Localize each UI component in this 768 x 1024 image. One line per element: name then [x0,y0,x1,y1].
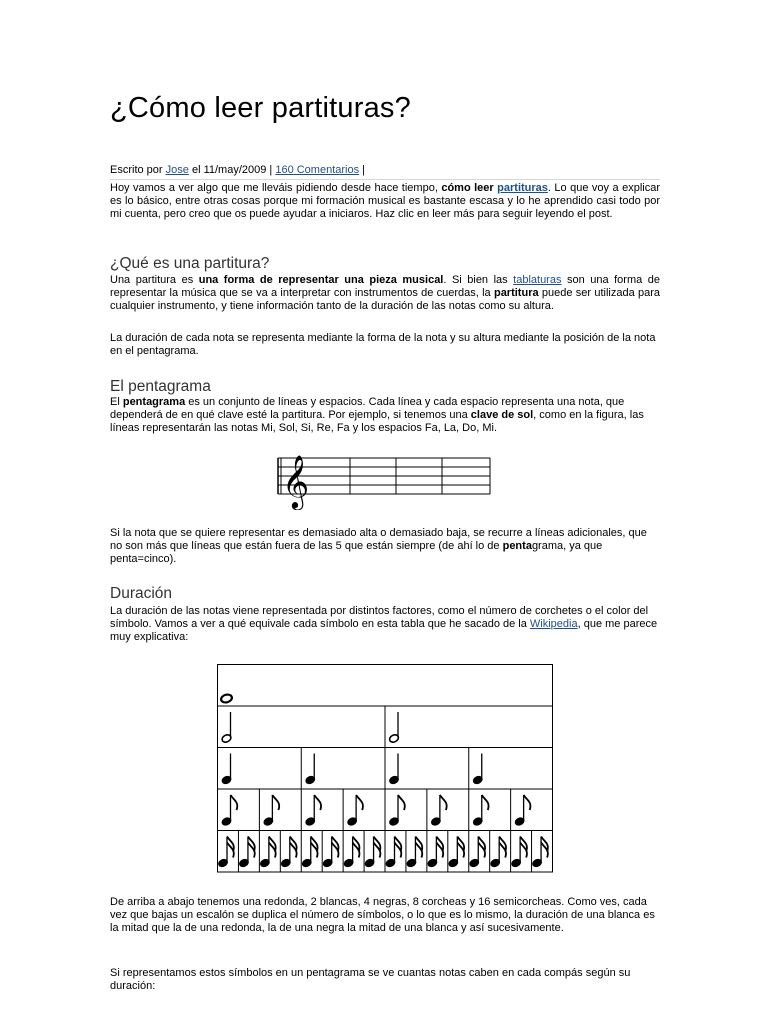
text: La duración de las notas viene representada por distintos factores, como el número de corchetes o el color del símbolo. Vamos a ver a qué equivale cada símbolo en esta tabla que he sacado de la [110,605,649,631]
partituras-link[interactable]: partituras [497,182,548,194]
section-heading-duracion: Duración [110,585,173,602]
note-duration-table [217,664,553,874]
text: . Si bien las [443,274,514,286]
text: puede ser utilizada para cualquier instrumento, y tiene información tanto de la duración de las notas como su altura. [110,287,660,313]
intro-text-2: . Lo que voy a explicar es lo básico, entre otras cosas porque mi formación musical es bastante escasa y lo he aprendido casi todo por mi cuenta, pero creo que os puede ayudar a iniciaros. Haz clic en leer más para seguir leyendo el post. [110,182,660,221]
bold-text: partitura [493,287,539,300]
wikipedia-link[interactable]: Wikipedia [529,618,578,631]
text: Si la nota que se quiere representar es demasiado alta o demasiado baja, se recurre a líneas adicionales, que no son más que líneas que están fuera de las 5 que están siempre (de ahí lo de [110,527,647,553]
author-link[interactable]: Jose [165,164,189,176]
text: El [110,396,123,408]
duracion-intro-paragraph: La duración de cada nota se representa mediante la forma de la nota y su altura mediante la posición de la nota en el pentagrama. [110,332,656,358]
intro-bold: cómo leer [441,182,494,194]
staff-lines [278,458,490,494]
text: grama, ya que penta=cinco). [110,540,603,566]
text: , que me parece muy explicativa: [110,618,658,644]
bold-text: penta [502,540,532,553]
bold-text: una forma de representar una pieza musical [198,274,444,286]
meta-date: el 11/may/2009 | [188,164,276,176]
tablaturas-link[interactable]: tablaturas [513,274,562,286]
page-title: ¿Cómo leer partituras? [110,92,411,124]
post-meta [110,164,660,180]
lineas-adicionales-paragraph [110,527,660,567]
partitura-paragraph [110,274,660,314]
text: es un conjunto de líneas y espacios. Cada línea y cada espacio representa una nota, que dependerá de en qué clave esté la partitura. Por ejemplo, si tenemos una [110,396,625,422]
pentagrama-paragraph [110,396,660,436]
treble-clef-icon: 𝄞 [282,454,310,508]
intro-paragraph [110,182,660,222]
text: son una forma de representar la música que se va a interpretar con instrumentos de cuerdas, la [110,274,660,300]
text: , como en la figura, las líneas representarán las notas Mi, Sol, Si, Re, Fa y los espacios Fa, La, Do, Mi. [110,409,644,435]
section-heading-pentagrama: El pentagrama [110,378,211,395]
compas-paragraph: Si representamos estos símbolos en un pentagrama se ve cuantas notas caben en cada compás según su duración: [110,967,631,993]
section-heading-partitura: ¿Qué es una partitura? [110,255,270,272]
intro-text-1: Hoy vamos a ver algo que me lleváis pidiendo desde hace tiempo, [110,182,442,194]
bold-text: clave de sol [470,409,534,422]
meta-suffix: | [359,164,366,176]
summary-paragraph: De arriba a abajo tenemos una redonda, 2 blancas, 4 negras, 8 corcheas y 16 semicorcheas. Como ves, cada vez que bajas un escalón se duplica el número de símbolos, o lo que es lo mismo, la duración de una blanca es la mitad que la de una redonda, la de una negra la mitad de una blanca y así sucesivamente. [110,896,655,935]
text: Una partitura es [110,274,199,286]
bold-text: pentagrama [122,396,186,408]
staff-image [272,450,492,510]
comments-link[interactable]: 160 Comentarios [275,164,360,176]
duracion-paragraph [110,605,660,645]
meta-prefix: Escrito por [110,164,166,176]
